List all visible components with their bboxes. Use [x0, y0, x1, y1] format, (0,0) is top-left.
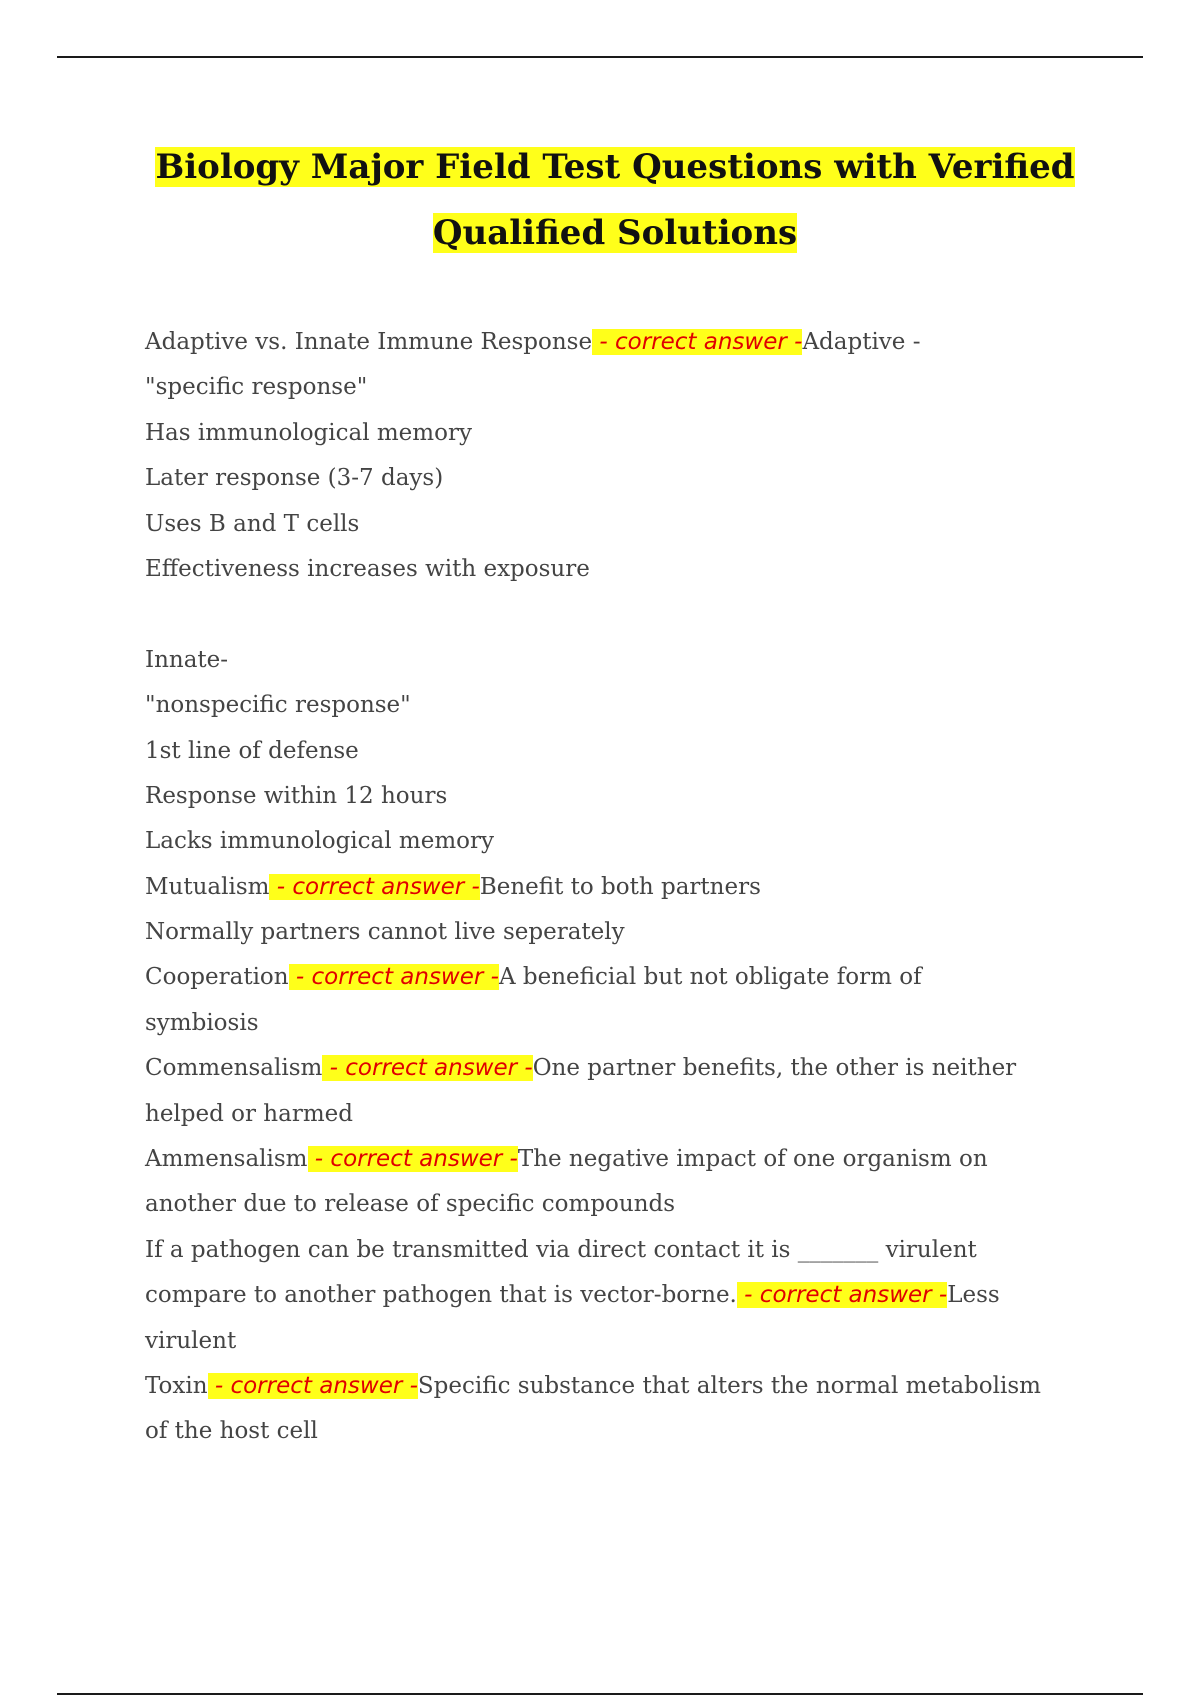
question-text: Mutualism — [145, 873, 270, 900]
text-line — [145, 819, 1095, 864]
answer-text: Innate- — [145, 646, 229, 673]
text-line — [145, 1228, 1095, 1273]
text-line — [145, 1273, 1095, 1318]
answer-text: A beneficial but not obligate form of — [498, 964, 922, 991]
question-text: Ammensalism — [145, 1146, 308, 1173]
answer-text: virulent — [145, 1327, 237, 1354]
text-line — [145, 320, 1095, 365]
document-title — [145, 134, 1085, 266]
text-line — [145, 683, 1095, 728]
answer-text: The negative impact of one organism on — [517, 1146, 988, 1173]
question-text: Cooperation — [145, 964, 289, 991]
correct-answer-marker: - correct answer - — [207, 1372, 418, 1399]
text-line — [145, 502, 1095, 547]
correct-answer-marker: - correct answer - — [307, 1146, 518, 1173]
answer-text: Response within 12 hours — [145, 782, 448, 809]
correct-answer-marker: - correct answer - — [592, 329, 803, 355]
bottom-rule — [57, 1693, 1143, 1695]
question-text: Toxin — [145, 1372, 208, 1399]
text-line — [145, 547, 1095, 592]
text-line — [145, 955, 1095, 1000]
question-text: compare to another pathogen that is vector-borne. — [145, 1282, 737, 1309]
answer-text: another due to release of specific compounds — [145, 1191, 676, 1218]
top-rule — [57, 56, 1143, 58]
text-line — [145, 910, 1095, 955]
answer-text: Uses B and T cells — [145, 510, 360, 537]
answer-text: helped or harmed — [145, 1100, 353, 1127]
text-line — [145, 1409, 1095, 1454]
answer-text: Specific substance that alters the normal metabolism — [417, 1372, 1041, 1399]
correct-answer-marker: - correct answer - — [269, 873, 480, 900]
answer-text: Has immunological memory — [145, 419, 472, 446]
title-line-1: Biology Major Field Test Questions with Verified — [155, 147, 1075, 187]
answer-text: If a pathogen can be transmitted via direct contact it is _______ virulent — [145, 1236, 977, 1263]
document-body — [145, 320, 1095, 1455]
answer-text: symbiosis — [145, 1009, 259, 1036]
text-line — [145, 592, 1095, 637]
text-line — [145, 365, 1095, 410]
correct-answer-marker: - correct answer - — [288, 964, 499, 991]
text-line — [145, 1046, 1095, 1091]
question-text: Adaptive vs. Innate Immune Response — [145, 329, 593, 355]
answer-text: Lacks immunological memory — [145, 828, 494, 855]
text-line — [145, 1182, 1095, 1227]
title-line-2: Qualified Solutions — [432, 213, 798, 253]
text-line — [145, 456, 1095, 501]
text-line — [145, 729, 1095, 774]
text-line — [145, 411, 1095, 456]
text-line — [145, 1319, 1095, 1364]
answer-text: "specific response" — [145, 374, 368, 401]
text-line — [145, 865, 1095, 910]
text-line — [145, 638, 1095, 683]
answer-text: Less — [947, 1282, 1000, 1309]
question-text: Commensalism — [145, 1055, 323, 1082]
answer-text: Effectiveness increases with exposure — [145, 555, 590, 582]
correct-answer-marker: - correct answer - — [322, 1055, 533, 1082]
answer-text: One partner benefits, the other is neither — [532, 1055, 1017, 1082]
answer-text: Normally partners cannot live seperately — [145, 919, 625, 946]
correct-answer-marker: - correct answer - — [736, 1282, 948, 1309]
text-line — [145, 1001, 1095, 1046]
text-line — [145, 1137, 1095, 1182]
text-line — [145, 1364, 1095, 1409]
answer-text: Adaptive - — [802, 329, 921, 355]
answer-text: of the host cell — [145, 1418, 318, 1445]
answer-text: "nonspecific response" — [145, 692, 411, 719]
answer-text: Benefit to both partners — [479, 873, 761, 900]
text-line — [145, 774, 1095, 819]
text-line — [145, 1092, 1095, 1137]
answer-text: 1st line of defense — [145, 737, 359, 764]
answer-text: Later response (3-7 days) — [145, 465, 444, 492]
